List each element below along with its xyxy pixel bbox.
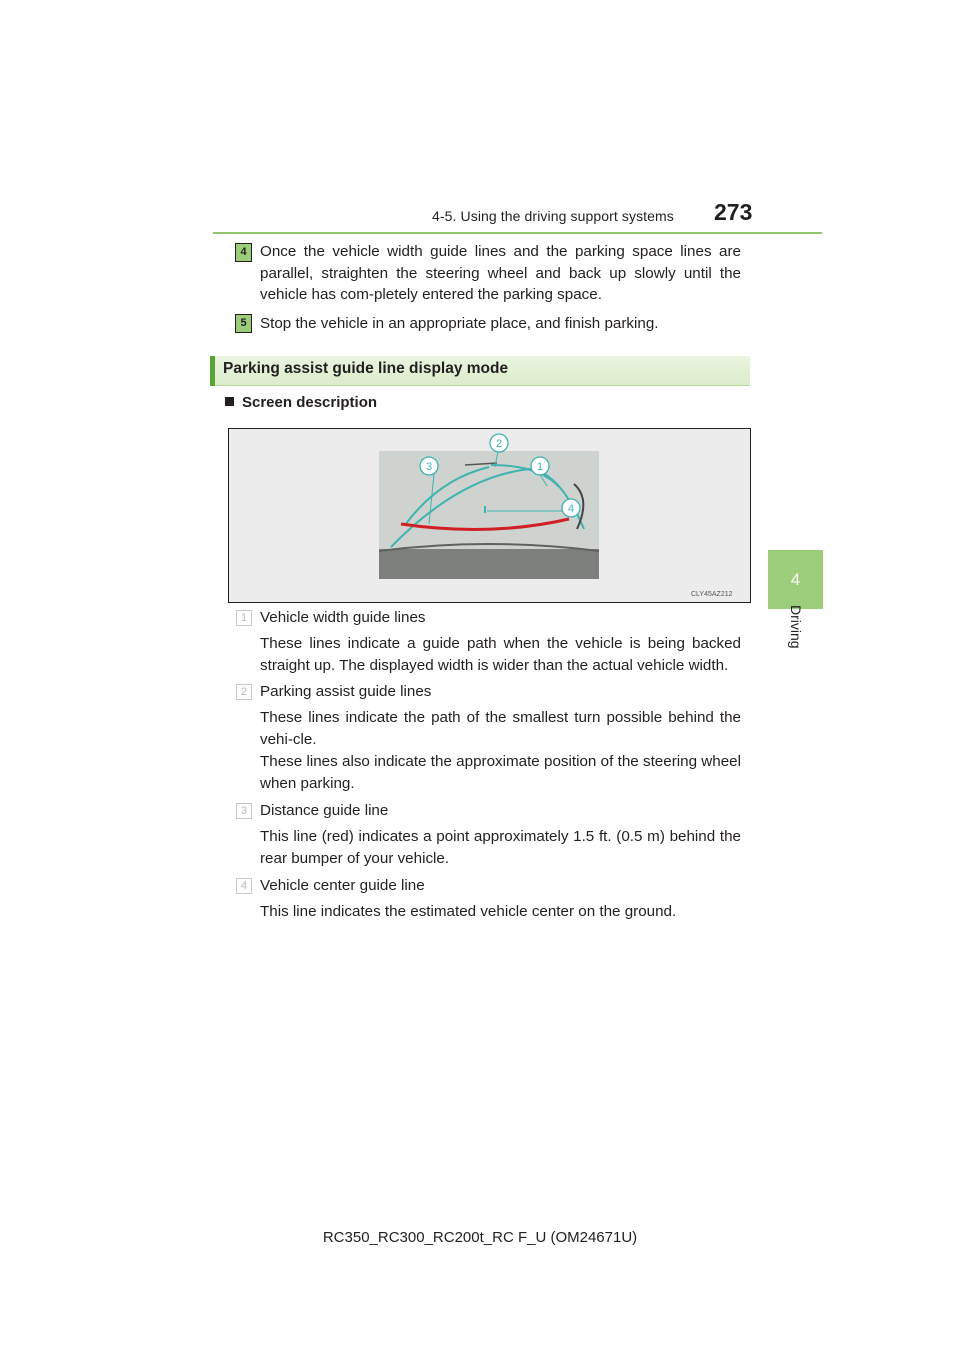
callout-3 xyxy=(420,457,438,475)
item-badge-4: 4 xyxy=(236,878,252,894)
item-1-title: Vehicle width guide lines xyxy=(260,609,426,626)
item-2-desc-2: These lines also indicate the approximate position of the steering wheel when parking. xyxy=(260,753,741,792)
callout-1 xyxy=(531,457,549,475)
item-1-desc: These lines indicate a guide path when the vehicle is being backed straight up. The displayed width is wider than the actual vehicle width. xyxy=(260,635,741,674)
callout-4-label: 4 xyxy=(567,503,575,515)
step-badge-5: 5 xyxy=(235,314,252,333)
item-3-title: Distance guide line xyxy=(260,802,389,819)
callout-2-label: 2 xyxy=(495,438,503,450)
figure-code: CLY45AZ212 xyxy=(691,591,733,598)
item-4-title: Vehicle center guide line xyxy=(260,877,425,894)
page-number: 273 xyxy=(714,199,753,225)
callout-1-label: 1 xyxy=(536,461,544,473)
step-4-text: Once the vehicle width guide lines and the parking space lines are parallel, straighten the steering wheel and back up slowly until the vehicle has com-pletely entered the parking space. xyxy=(260,243,741,304)
step-5-text: Stop the vehicle in an appropriate place, and finish parking. xyxy=(260,315,659,332)
callout-2 xyxy=(490,434,508,452)
section-header: 4-5. Using the driving support systems xyxy=(432,208,674,224)
subsection-title: Screen description xyxy=(242,394,378,411)
header-divider xyxy=(213,232,822,234)
item-2-desc-1: These lines indicate the path of the smallest turn possible behind the vehi-cle. xyxy=(260,709,741,748)
item-badge-1: 1 xyxy=(236,610,252,626)
item-3-desc: This line (red) indicates a point approximately 1.5 ft. (0.5 m) behind the rear bumper of your vehicle. xyxy=(260,828,741,867)
chapter-tab-label: Driving xyxy=(788,605,804,649)
callout-3-label: 3 xyxy=(425,461,433,473)
item-4-desc: This line indicates the estimated vehicle center on the ground. xyxy=(260,903,677,920)
section-heading-bar xyxy=(210,356,215,386)
screen-illustration xyxy=(228,428,751,603)
chapter-tab[interactable]: 4 xyxy=(768,550,823,609)
camera-screen-diagram xyxy=(229,429,750,602)
rear-bumper-area xyxy=(379,549,599,579)
subsection-heading xyxy=(225,394,377,411)
item-2-title: Parking assist guide lines xyxy=(260,683,432,700)
section-heading xyxy=(210,356,750,386)
footer-model-code: RC350_RC300_RC200t_RC F_U (OM24671U) xyxy=(322,1229,638,1246)
callout-4 xyxy=(562,499,580,517)
section-heading-title: Parking assist guide line display mode xyxy=(223,360,509,377)
item-badge-2: 2 xyxy=(236,684,252,700)
step-badge-4: 4 xyxy=(235,243,252,262)
square-bullet-icon xyxy=(225,397,234,406)
item-badge-3: 3 xyxy=(236,803,252,819)
